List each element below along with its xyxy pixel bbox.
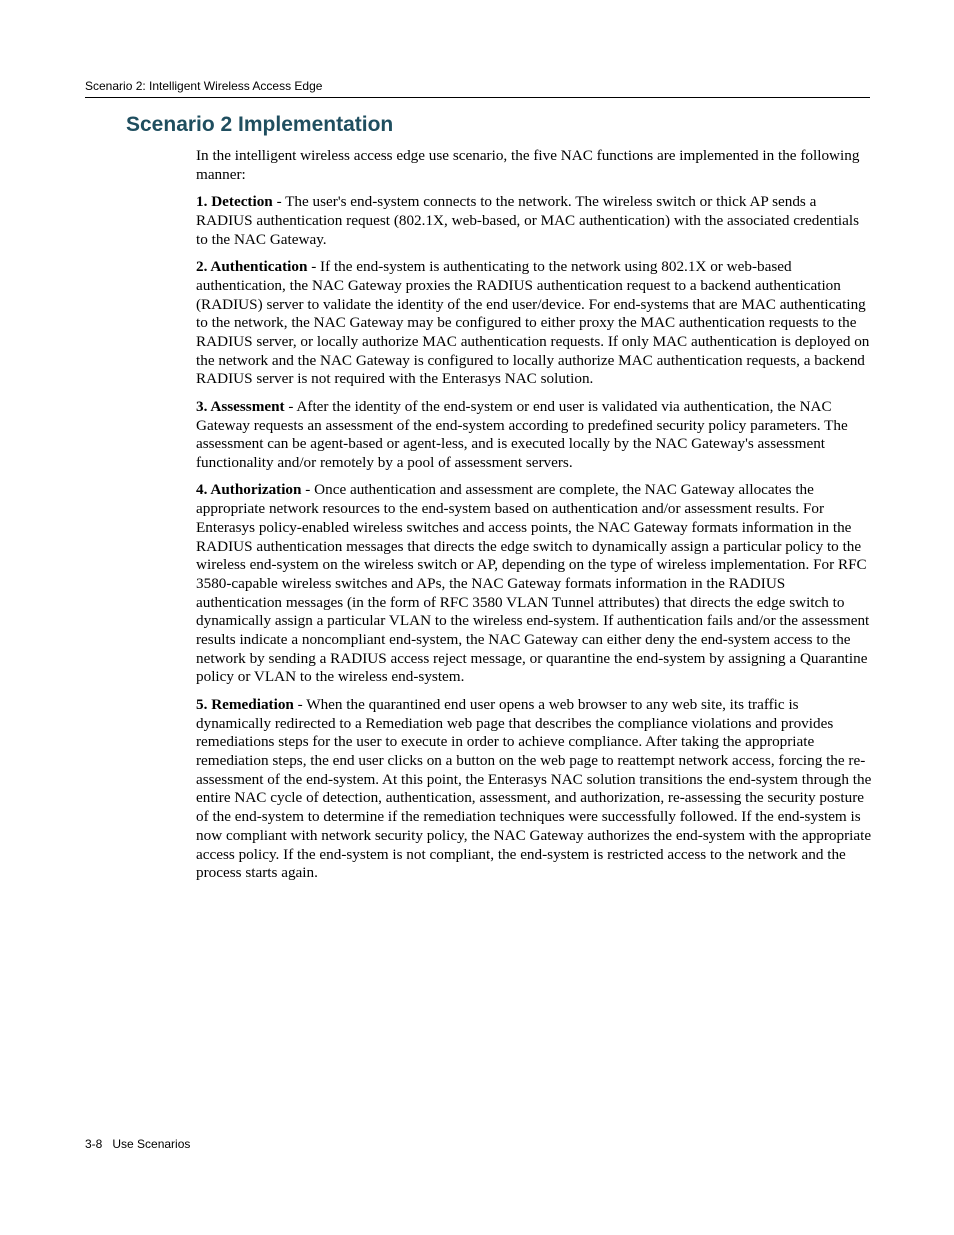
intro-paragraph: In the intelligent wireless access edge use scenario, the five NAC functions are implemented in the following manner: (196, 147, 860, 183)
running-header: Scenario 2: Intelligent Wireless Access Edge (85, 79, 323, 93)
function-term: 2. Authentication (196, 258, 308, 276)
header-rule (85, 97, 870, 98)
nac-function-detection (196, 193, 872, 249)
function-term: 5. Remediation (196, 695, 294, 713)
section-body (196, 147, 872, 892)
section-title: Scenario 2 Implementation (126, 113, 394, 136)
function-description: - Once authentication and assessment are complete, the NAC Gateway allocates the appropriate network resources to the end-system based on authentication and/or assessment results. For Enterasys policy-enabled wireless switches and access points, the NAC Gateway formats information in the RADIUS authentication messages that directs the edge switch to dynamically assign a particular policy to the wireless end-system on the wireless switch or AP, depending on the type of wireless implementation. For RFC 3580-capable wireless switches and APs, the NAC Gateway formats information in the RADIUS authentication messages (in the form of RFC 3580 VLAN Tunnel attributes) that directs the edge switch to dynamically assign a particular VLAN to the wireless end-system. If authentication fails and/or the assessment results indicate a noncompliant end-system, the NAC Gateway can either deny the end-system access to the network by sending a RADIUS access reject message, or quarantine the end-system by assigning a Quarantine policy or VLAN to the wireless end-system. (196, 481, 870, 686)
nac-function-authentication (196, 258, 872, 389)
nac-function-authorization (196, 481, 872, 687)
function-term: 4. Authorization (196, 481, 302, 499)
function-description: - When the quarantined end user opens a web browser to any web site, its traffic is dynamically redirected to a Remediation web page that describes the compliance violations and provides remediations steps for the user to execute in order to achieve compliance. After taking the appropriate remediation steps, the end user clicks on a button on the web page to reattempt network access, forcing the re-assessment of the end-system. At this point, the Enterasys NAC solution transitions the end-system through the entire NAC cycle of detection, authentication, assessment, and authorization, re-assessing the security posture of the end-system to determine if the remediation techniques were successfully followed. If the end-system is now compliant with network security policy, the NAC Gateway authorizes the end-system with the appropriate access policy. If the end-system is not compliant, the end-system is restricted access to the network and the process starts again. (196, 695, 872, 882)
chapter-name: Use Scenarios (112, 1137, 191, 1151)
function-term: 1. Detection (196, 193, 273, 211)
nac-function-assessment (196, 398, 872, 473)
function-description: - If the end-system is authenticating to the network using 802.1X or web-based authentication, the NAC Gateway proxies the RADIUS authentication request to a backend authentication (RADIUS) server to validate the identity of the end user/device. For end-systems that are MAC authenticating to the network, the NAC Gateway may be configured to either proxy the MAC authentication requests to the RADIUS server, or locally authorize MAC authentication requests. If only MAC authentication is deployed on the network and the NAC Gateway is configured to locally authorize MAC authentication requests, a backend RADIUS server is not required with the Enterasys NAC solution. (196, 258, 870, 388)
running-footer (85, 1137, 190, 1151)
function-description: - The user's end-system connects to the network. The wireless switch or thick AP sends a RADIUS authentication request (802.1X, web-based, or MAC authentication) with the associated credentials to the NAC Gateway. (196, 193, 860, 248)
nac-function-remediation (196, 696, 872, 883)
function-term: 3. Assessment (196, 397, 285, 415)
page-number: 3-8 (85, 1137, 103, 1151)
function-description: - After the identity of the end-system or end user is validated via authentication, the NAC Gateway requests an assessment of the end-system according to predefined security policy parameters. The assessment can be agent-based or agent-less, and is executed locally by the NAC Gateway's assessment functionality and/or remotely by a pool of assessment servers. (196, 397, 848, 471)
